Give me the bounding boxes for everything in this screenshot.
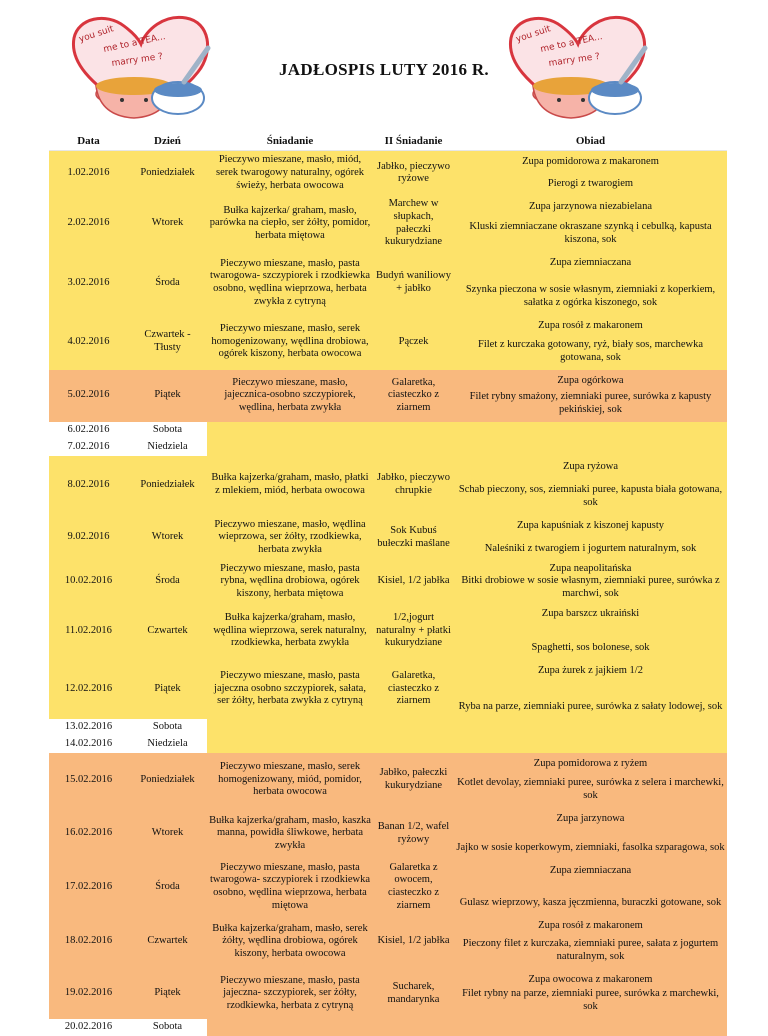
table-row [49,660,727,719]
weekend-row [49,439,727,456]
day-cell: Czwartek [128,915,207,969]
soup-text: Zupa pomidorowa z makaronem [522,156,659,167]
breakfast-cell: Pieczywo mieszane, masło, pasta jajeczna- szczypiorek, ser żółty, rzodkiewka, herbata z cytryną [207,969,373,1019]
day-cell: Wtorek [128,515,207,561]
second-breakfast-cell: Marchew w słupkach, pałeczki kukurydziane [373,196,454,252]
second-breakfast-cell: Pączek [373,315,454,370]
second-breakfast-cell: Galaretka, ciasteczko z ziarnem [373,370,454,422]
menu-table [49,132,727,1036]
day-cell: Niedziela [128,736,207,753]
day-cell: Piątek [128,370,207,422]
lunch-cell [454,196,727,252]
main-course-text: Szynka pieczona w sosie własnym, ziemniaki z koperkiem, sałatka z ogórka kiszonego, sok [465,284,716,308]
header-breakfast: Śniadanie [207,132,373,151]
header-row [49,132,727,151]
table-row [49,603,727,660]
breakfast-cell: Pieczywo mieszane, masło, serek homogenizowany, miód, pomidor, herbata owocowa [207,753,373,808]
breakfast-cell: Bułka kajzerka/graham, masło, płatki z mlekiem, miód, herbata owocowa [207,456,373,515]
main-course-text: Schab pieczony, sos, ziemniaki puree, kapusta biała gotowana, sok [458,484,723,508]
main-course-text: Gulasz wieprzowy, kasza jęczmienna, buraczki gotowane, sok [459,896,722,908]
lunch-cell [454,515,727,561]
main-course-text: Filet z kurczaka gotowany, ryż, biały sos, marchewka gotowana, sok [478,339,703,363]
day-cell: Niedziela [128,439,207,456]
lunch-cell [454,915,727,969]
soup-text: Zupa jarzynowa [556,812,625,824]
page-title: JADŁOSPIS LUTY 2016 R. [278,60,489,79]
second-breakfast-cell: Banan 1/2, wafel ryżowy [373,808,454,860]
decoration-text-2: me to a TEA... [102,32,167,55]
decoration-text-1: you suit [514,24,553,45]
lunch-cell [454,603,727,660]
soup-text: Zupa żurek z jajkiem 1/2 [538,664,643,676]
weekend-fill [207,422,727,439]
date-cell: 1.02.2016 [49,151,128,196]
lunch-cell [454,252,727,315]
breakfast-cell: Pieczywo mieszane, masło, pasta jajeczna osobno szczypiorek, sałata, ser żółty, herbata zwykła z cytryną [207,660,373,719]
lunch-cell [454,860,727,915]
decoration-text-2: me to a TEA... [539,32,604,55]
weekend-fill [207,719,727,736]
table-row [49,808,727,860]
date-cell: 11.02.2016 [49,603,128,660]
day-cell: Poniedziałek [128,456,207,515]
date-cell: 7.02.2016 [49,439,128,456]
date-cell: 17.02.2016 [49,860,128,915]
decoration-text-1: you suit [77,24,116,45]
soup-text: Zupa ziemniaczana [549,256,632,268]
date-cell: 2.02.2016 [49,196,128,252]
second-breakfast-cell: Galaretka z owocem, ciasteczko z ziarnem [373,860,454,915]
header-date: Data [49,132,128,151]
weekend-fill [207,1019,727,1036]
day-cell: Środa [128,252,207,315]
lunch-cell [454,370,727,422]
day-cell: Wtorek [128,808,207,860]
breakfast-cell: Bułka kajzerka/graham, masło, serek żółty, wędlina drobiowa, ogórek kiszony, herbata owocowa [207,915,373,969]
soup-text: Zupa ogórkowa [557,374,624,386]
date-cell: 19.02.2016 [49,969,128,1019]
main-course-text: Filet rybny smażony, ziemniaki puree, surówka z kapusty pekińskiej, sok [469,391,712,415]
lunch-cell [454,315,727,370]
soup-text: Zupa pomidorowa z ryżem [533,757,648,769]
table-row [49,456,727,515]
table-row [49,252,727,315]
second-breakfast-cell: Kisiel, 1/2 jabłka [373,561,454,603]
second-breakfast-cell: Jabłko, pieczywo ryżowe [373,151,454,196]
second-breakfast-cell: Jabłko, pałeczki kukurydziane [373,753,454,808]
second-breakfast-cell: Budyń waniliowy + jabłko [373,252,454,315]
table-row [49,370,727,422]
breakfast-cell: Pieczywo mieszane, masło, wędlina wieprzowa, ser żółty, rzodkiewka, herbata zwykła [207,515,373,561]
second-breakfast-cell: Kisiel, 1/2 jabłka [373,915,454,969]
table-row [49,915,727,969]
date-cell: 9.02.2016 [49,515,128,561]
lunch-cell [454,808,727,860]
weekend-fill [207,439,727,456]
table-row [49,151,727,196]
main-course-text: Kotlet devolay, ziemniaki puree, surówka z selera i marchewki, sok [457,777,724,801]
weekend-row [49,719,727,736]
day-cell: Wtorek [128,196,207,252]
lunch-cell [454,660,727,719]
main-course-text: Pierogi z twarogiem [547,177,634,189]
soup-text: Zupa neapolitańska [549,562,632,574]
date-cell: 8.02.2016 [49,456,128,515]
day-cell: Czwartek - Tłusty [128,315,207,370]
header-second-breakfast: II Śniadanie [373,132,454,151]
main-course-text: Bitki drobiowe w sosie własnym, ziemniaki puree, surówka z marchwi, sok [461,575,720,599]
day-cell: Środa [128,860,207,915]
day-cell: Sobota [128,719,207,736]
table-row [49,860,727,915]
date-cell: 5.02.2016 [49,370,128,422]
main-course-text: Naleśniki z twarogiem i jogurtem naturalnym, sok [484,542,697,554]
date-cell: 16.02.2016 [49,808,128,860]
main-course-text: Ryba na parze, ziemniaki puree, surówka z sałaty lodowej, sok [458,700,723,712]
date-cell: 15.02.2016 [49,753,128,808]
main-course-text: Kluski ziemniaczane okraszane szynką i cebulką, kapusta kiszona, sok [469,221,712,245]
date-cell: 12.02.2016 [49,660,128,719]
soup-text: Zupa owocowa z makaronem [528,973,653,985]
breakfast-cell: Pieczywo mieszane, masło, serek homogenizowany, wędlina drobiowa, ogórek kiszony, herbata owocowa [207,315,373,370]
day-cell: Czwartek [128,603,207,660]
breakfast-cell: Bułka kajzerka/ graham, masło, parówka na ciepło, ser żółty, pomidor, herbata miętowa [207,196,373,252]
second-breakfast-cell: 1/2,jogurt naturalny + płatki kukurydziane [373,603,454,660]
second-breakfast-cell: Sok Kubuś bułeczki maślane [373,515,454,561]
soup-text: Zupa ziemniaczana [549,864,632,876]
day-cell: Poniedziałek [128,151,207,196]
breakfast-cell: Pieczywo mieszane, masło, pasta twarogowa- szczypiorek i rzodkiewka osobno, wędlina wieprzowa, herbata zwykła z cytryną [207,252,373,315]
lunch-cell [454,456,727,515]
weekend-row [49,1019,727,1036]
breakfast-cell: Pieczywo mieszane, masło, jajecznica-osobno szczypiorek, wędlina, herbata zwykła [207,370,373,422]
day-cell: Poniedziałek [128,753,207,808]
date-cell: 18.02.2016 [49,915,128,969]
table-row [49,753,727,808]
date-cell: 20.02.2016 [49,1019,128,1036]
table-row [49,515,727,561]
breakfast-cell: Pieczywo mieszane, masło, pasta twarogowa- szczypiorek i rzodkiewka osobno, wędlina wieprzowa, herbata miętowa [207,860,373,915]
soup-text: Zupa barszcz ukraiński [541,607,640,619]
lunch-cell [454,753,727,808]
soup-text: Zupa ryżowa [562,460,619,472]
lunch-cell [454,561,727,603]
table-row [49,561,727,603]
main-course-text: Pieczony filet z kurczaka, ziemniaki puree, sałata z jogurtem naturalnym, sok [462,938,719,962]
date-cell: 10.02.2016 [49,561,128,603]
second-breakfast-cell: Jabłko, pieczywo chrupkie [373,456,454,515]
breakfast-cell: Bułka kajzerka/graham, masło, kaszka manna, powidła śliwkowe, herbata zwykła [207,808,373,860]
day-cell: Piątek [128,660,207,719]
second-breakfast-cell: Sucharek, mandarynka [373,969,454,1019]
weekend-row [49,422,727,439]
soup-text: Zupa jarzynowa niezabielana [528,200,653,212]
main-course-text: Jajko w sosie koperkowym, ziemniaki, fasolka szparagowa, sok [456,841,725,853]
soup-text: Zupa kapuśniak z kiszonej kapusty [517,519,664,531]
table-row [49,315,727,370]
weekend-row [49,736,727,753]
header-day: Dzień [128,132,207,151]
table-row [49,196,727,252]
date-cell: 13.02.2016 [49,719,128,736]
second-breakfast-cell: Galaretka, ciasteczko z ziarnem [373,660,454,719]
breakfast-cell: Pieczywo mieszane, masło, pasta rybna, wędlina drobiowa, ogórek kiszony, herbata miętowa [207,561,373,603]
date-cell: 3.02.2016 [49,252,128,315]
soup-text: Zupa rosół z makaronem [538,319,643,331]
header-lunch: Obiad [454,132,727,151]
weekend-fill [207,736,727,753]
date-cell: 4.02.2016 [49,315,128,370]
decoration-text-3: marry me ? [548,51,601,69]
breakfast-cell: Bułka kajzerka/graham, masło, wędlina wieprzowa, serek naturalny, rzodkiewka, herbata zwykła [207,603,373,660]
day-cell: Sobota [128,422,207,439]
main-course-text: Spaghetti, sos bolonese, sok [531,641,650,653]
soup-text: Zupa rosół z makaronem [538,919,643,931]
day-cell: Piątek [128,969,207,1019]
day-cell: Środa [128,561,207,603]
date-cell: 6.02.2016 [49,422,128,439]
decoration-text-3: marry me ? [111,51,164,69]
date-cell: 14.02.2016 [49,736,128,753]
lunch-cell [454,151,727,196]
breakfast-cell: Pieczywo mieszane, masło, miód, serek twarogowy naturalny, ogórek świeży, herbata owocowa [207,151,373,196]
day-cell: Sobota [128,1019,207,1036]
main-course-text: Filet rybny na parze, ziemniaki puree, surówka z marchewki, sok [462,988,719,1012]
